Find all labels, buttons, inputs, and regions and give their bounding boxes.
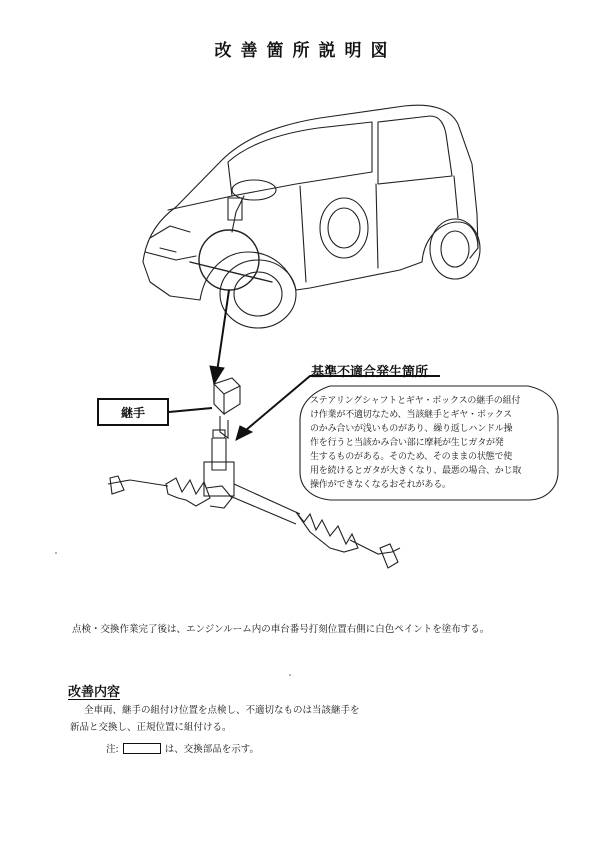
pointer-arrow-down bbox=[210, 290, 229, 384]
improvement-line: 新品と交換し、正規位置に組付ける。 bbox=[70, 722, 232, 733]
legend-note bbox=[106, 741, 259, 755]
improvement-text bbox=[70, 702, 430, 736]
joint-part bbox=[213, 378, 240, 438]
car-drawing bbox=[143, 105, 480, 328]
legend-suffix: は、交換部品を示す。 bbox=[164, 744, 259, 755]
legend-prefix: 注: bbox=[106, 744, 119, 755]
improvement-heading: 改善内容 bbox=[68, 685, 121, 700]
paint-note: 点検・交換作業完了後は、エンジンルーム内の車台番号打刻位置右側に白色ペイントを塗布する。 bbox=[72, 624, 490, 635]
magnifier-circle bbox=[199, 230, 259, 290]
replacement-part-swatch bbox=[123, 743, 161, 754]
defect-line: ステアリングシャフトとギヤ・ボックスの継手の組付 bbox=[310, 396, 521, 406]
joint-leader-line bbox=[169, 408, 212, 412]
defect-line: 用を続けるとガタが大きくなり、最悪の場合、かじ取 bbox=[310, 466, 522, 476]
joint-label-box: 継手 bbox=[97, 398, 169, 426]
defect-line: のかみ合いが浅いものがあり、繰り返しハンドル操 bbox=[310, 424, 513, 434]
defect-line: 生するものがある。そのため、そのままの状態で使 bbox=[310, 452, 513, 462]
defect-location-heading: 基準不適合発生箇所 bbox=[311, 365, 429, 380]
defect-line: 作を行うと当該かみ合い部に摩耗が生じガタが発 bbox=[310, 438, 504, 448]
improvement-line: 全車両、継手の組付け位置を点検し、不適切なものは当該継手を bbox=[84, 705, 360, 716]
defect-line: け作業が不適切なため、当該継手とギヤ・ボックス bbox=[310, 410, 512, 420]
defect-description bbox=[310, 394, 550, 492]
defect-line: 操作ができなくなるおそれがある。 bbox=[310, 480, 451, 490]
page-title: 改善箇所説明図 bbox=[214, 41, 397, 61]
